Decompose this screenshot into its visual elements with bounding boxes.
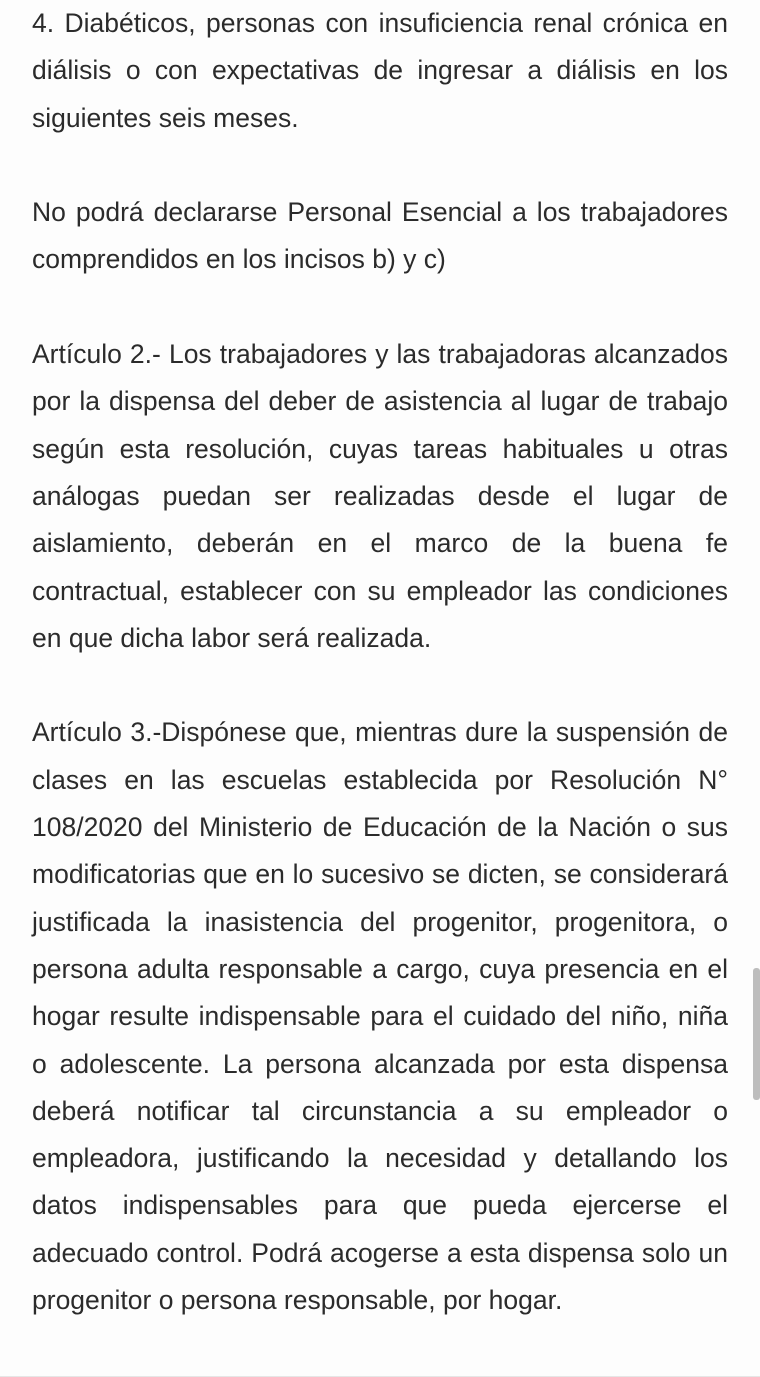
vertical-scrollbar[interactable]	[753, 968, 760, 1100]
paragraph-personal-esencial: No podrá declararse Personal Esencial a los trabajadores comprendidos en los incisos b) y c)	[32, 197, 728, 275]
paragraph-articulo-3: Artículo 3.-Dispónese que, mientras dure la suspensión de clases en las escuelas establecida por Resolución N° 108/2020 del Ministerio de Educación de la Nación o sus modificatorias que en lo sucesivo se dicten, se considerará justificada la inasistencia del progenitor, progenitora, o persona adulta responsable a cargo, cuya presencia en el hogar resulte indispensable para el cuidado del niño, niña o adolescente. La persona alcanzada por esta dispensa deberá notificar tal circunstancia a su empleador o empleadora, justificando la necesidad y detallando los datos indispensables para que pueda ejercerse el adecuado control. Podrá acogerse a esta dispensa solo un progenitor o persona responsable, por hogar.	[32, 717, 728, 1316]
paragraph-articulo-2: Artículo 2.- Los trabajadores y las trabajadoras alcanzados por la dispensa del deber de asistencia al lugar de trabajo según esta resolución, cuyas tareas habituales u otras análogas puedan ser realizadas desde el lugar de aislamiento, deberán en el marco de la buena fe contractual, establecer con su empleador las condiciones en que dicha labor será realizada.	[32, 339, 728, 653]
article-body	[32, 0, 728, 1372]
paragraph-inciso-4: 4. Diabéticos, personas con insuficiencia renal crónica en diálisis o con expectativas de ingresar a diálisis en los siguientes seis meses.	[32, 8, 728, 133]
